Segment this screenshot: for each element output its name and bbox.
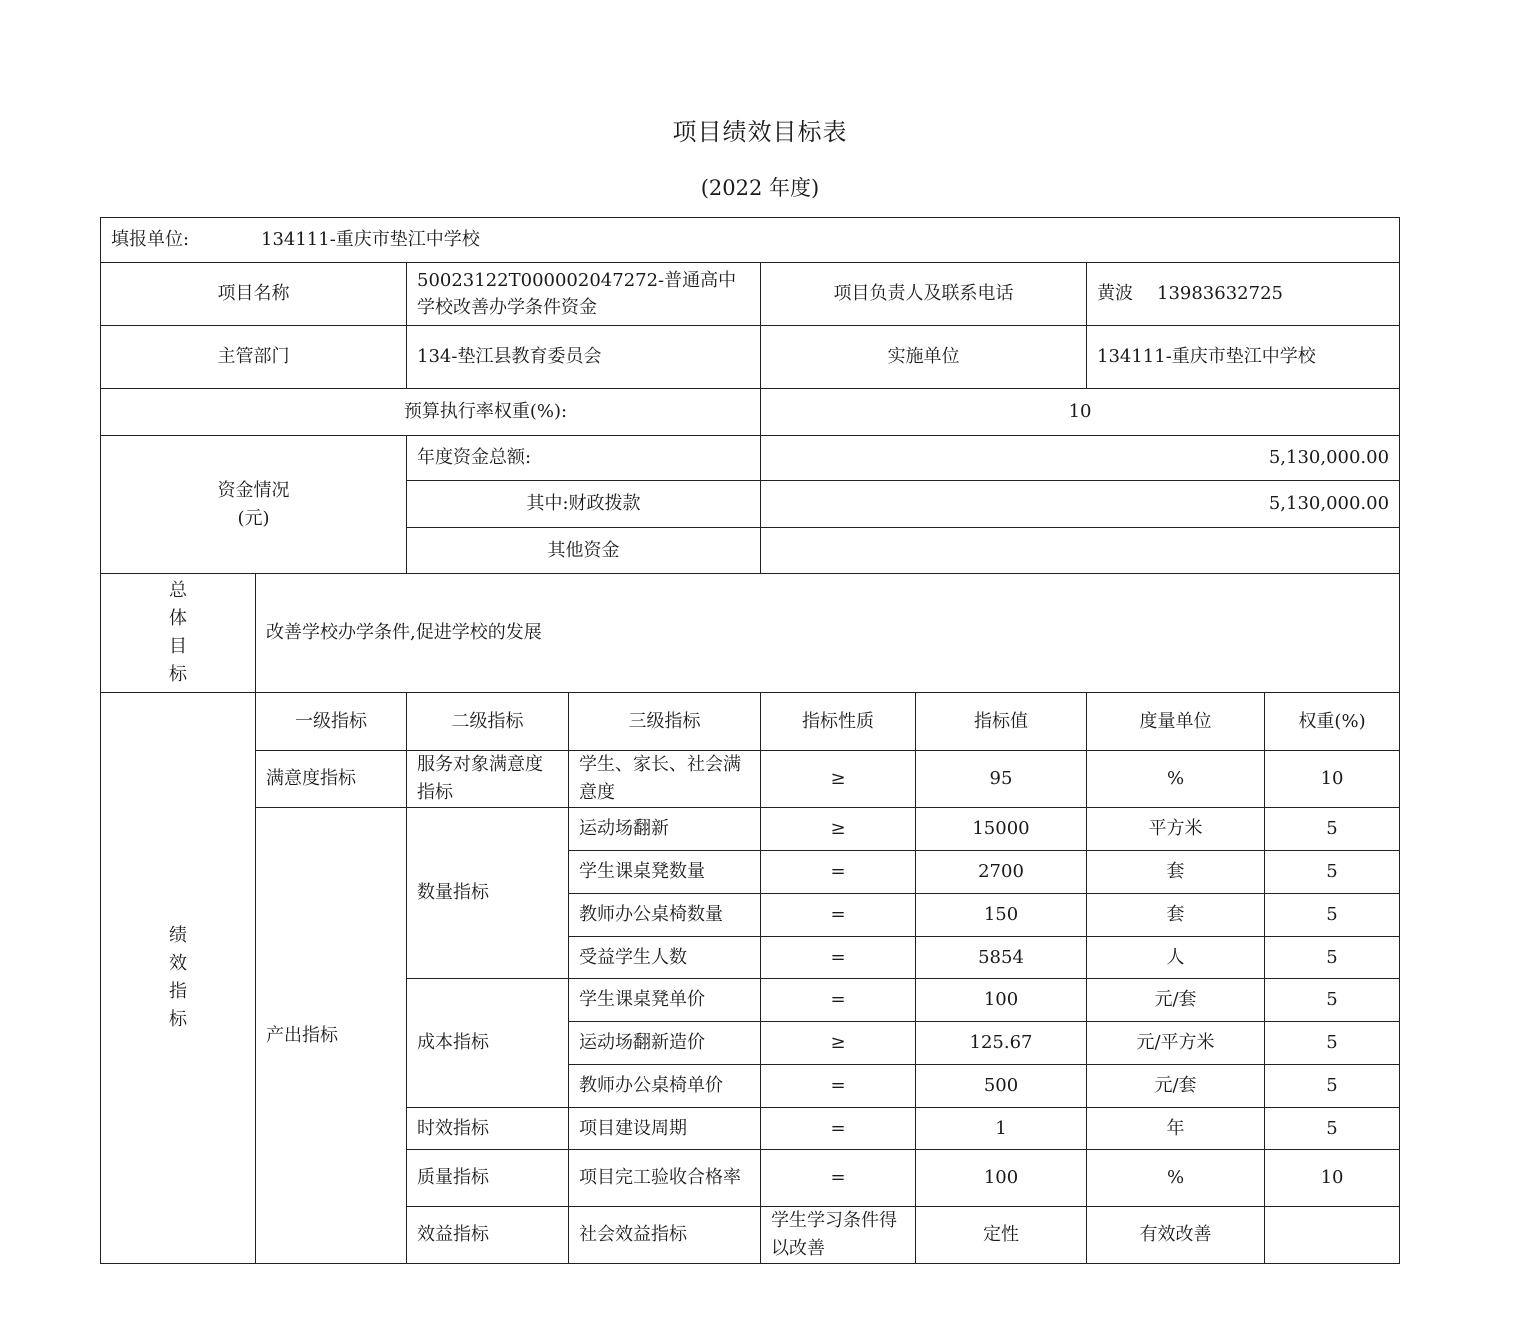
- project-manager-label: 项目负责人及联系电话: [761, 263, 1087, 326]
- project-manager-name: 黄波: [1097, 283, 1133, 304]
- reporting-unit-row: [101, 218, 1400, 263]
- indicator-value: 150: [916, 894, 1087, 937]
- project-manager-cell: [1087, 263, 1400, 326]
- indicator-unit: 人: [1087, 937, 1265, 979]
- performance-target-table: [100, 217, 1400, 1264]
- indicators-label-char: 绩: [169, 925, 187, 946]
- department-row: [101, 326, 1400, 389]
- table-row: [101, 751, 1400, 808]
- indicator-nature: ≥: [761, 808, 916, 851]
- funds-fiscal-value: 5,130,000.00: [761, 481, 1400, 528]
- funds-other-label: 其他资金: [407, 528, 761, 574]
- funds-total-value: 5,130,000.00: [761, 436, 1400, 481]
- budget-weight-label: 预算执行率权重(%):: [101, 389, 761, 436]
- indicator-unit: 平方米: [1087, 808, 1265, 851]
- indicator-name: 项目建设周期: [569, 1108, 761, 1150]
- indicator-value: 1: [916, 1108, 1087, 1150]
- project-name-label: 项目名称: [101, 263, 407, 326]
- indicator-value: 125.67: [916, 1022, 1087, 1065]
- indicator-unit: 元/套: [1087, 979, 1265, 1022]
- page-subtitle: (2022 年度): [700, 176, 820, 200]
- indicator-nature: =: [761, 894, 916, 937]
- department-value: 134-垫江县教育委员会: [407, 326, 761, 389]
- indicator-nature: ≥: [761, 751, 916, 808]
- indicator-name: 学生、家长、社会满意度: [569, 751, 761, 808]
- department-label: 主管部门: [101, 326, 407, 389]
- overall-goal-char: 总: [169, 580, 187, 601]
- header-weight: 权重(%): [1265, 693, 1400, 751]
- indicator-nature: =: [761, 1150, 916, 1207]
- indicator-unit: 年: [1087, 1108, 1265, 1150]
- indicators-label-char: 指: [169, 981, 187, 1002]
- project-name-value: 50023122T000002047272-普通高中学校改善办学条件资金: [407, 263, 761, 326]
- funds-fiscal-label: 其中:财政拨款: [407, 481, 761, 528]
- indicator-header-row: [101, 693, 1400, 751]
- indicator-name: 项目完工验收合格率: [569, 1150, 761, 1207]
- indicator-nature: =: [761, 851, 916, 894]
- overall-goal-label: [101, 574, 256, 693]
- funds-label: [101, 436, 407, 574]
- indicator-value: 15000: [916, 808, 1087, 851]
- indicator-nature: ≥: [761, 1022, 916, 1065]
- project-manager-phone: 13983632725: [1157, 283, 1283, 304]
- implementing-unit-label: 实施单位: [761, 326, 1087, 389]
- group-quality: 质量指标: [407, 1150, 569, 1207]
- indicator-unit: 套: [1087, 851, 1265, 894]
- project-name-row: [101, 263, 1400, 326]
- table-row: [101, 808, 1400, 851]
- overall-goal-char: 目: [169, 636, 187, 657]
- budget-weight-value: 10: [761, 389, 1400, 436]
- indicator-unit: %: [1087, 1150, 1265, 1207]
- reporting-unit-label: 填报单位:: [111, 229, 190, 250]
- indicator-nature: 定性: [916, 1207, 1087, 1264]
- overall-goal-row: [101, 574, 1400, 693]
- indicator-name: 教师办公桌椅数量: [569, 894, 761, 937]
- header-value: 指标值: [916, 693, 1087, 751]
- indicator-unit: 元/平方米: [1087, 1022, 1265, 1065]
- indicator-nature: =: [761, 979, 916, 1022]
- indicator-value: 100: [916, 1150, 1087, 1207]
- group-service: 服务对象满意度指标: [407, 751, 569, 808]
- funds-total-label: 年度资金总额:: [407, 436, 761, 481]
- indicator-unit: [1265, 1207, 1400, 1264]
- indicator-value: 2700: [916, 851, 1087, 894]
- implementing-unit-value: 134111-重庆市垫江中学校: [1087, 326, 1400, 389]
- indicators-label-char: 效: [169, 953, 187, 974]
- indicator-value: 100: [916, 979, 1087, 1022]
- indicator-name: 受益学生人数: [569, 937, 761, 979]
- header-level2: 二级指标: [407, 693, 569, 751]
- indicator-weight: 5: [1265, 937, 1400, 979]
- indicator-weight: 10: [1265, 751, 1400, 808]
- reporting-unit-value: 134111-重庆市垫江中学校: [261, 229, 480, 250]
- funds-label-line1: 资金情况: [217, 479, 290, 501]
- header-level3: 三级指标: [569, 693, 761, 751]
- indicator-weight: 10: [1265, 1150, 1400, 1207]
- overall-goal-char: 标: [169, 664, 187, 685]
- indicator-name: 运动场翻新造价: [569, 1022, 761, 1065]
- group-cost: 成本指标: [407, 979, 569, 1108]
- group-quantity: 数量指标: [407, 808, 569, 979]
- group-output: 产出指标: [256, 808, 407, 1264]
- funds-total-row: [101, 436, 1400, 481]
- header-nature: 指标性质: [761, 693, 916, 751]
- indicator-name: 学生课桌凳单价: [569, 979, 761, 1022]
- indicator-weight: 5: [1265, 1108, 1400, 1150]
- group-satisfaction: 满意度指标: [256, 751, 407, 808]
- indicator-name: 运动场翻新: [569, 808, 761, 851]
- indicator-weight: 5: [1265, 851, 1400, 894]
- page-title: 项目绩效目标表: [672, 118, 848, 146]
- reporting-unit-cell: [101, 218, 1400, 263]
- indicator-unit: 套: [1087, 894, 1265, 937]
- indicator-name: 学生学习条件得以改善: [761, 1207, 916, 1264]
- group-time: 时效指标: [407, 1108, 569, 1150]
- budget-weight-row: [101, 389, 1400, 436]
- indicator-name: 教师办公桌椅单价: [569, 1065, 761, 1108]
- indicator-nature: =: [761, 1065, 916, 1108]
- overall-goal-char: 体: [169, 608, 187, 629]
- indicator-weight: 5: [1265, 894, 1400, 937]
- group-social: 社会效益指标: [569, 1207, 761, 1264]
- indicator-weight: 5: [1265, 979, 1400, 1022]
- header-unit: 度量单位: [1087, 693, 1265, 751]
- indicator-unit: 元/套: [1087, 1065, 1265, 1108]
- indicators-label: [101, 693, 256, 1264]
- indicator-weight: 5: [1265, 1065, 1400, 1108]
- indicator-value: 95: [916, 751, 1087, 808]
- indicator-weight: 5: [1265, 1022, 1400, 1065]
- funds-other-value: [761, 528, 1400, 574]
- indicator-unit: %: [1087, 751, 1265, 808]
- indicator-nature: =: [761, 1108, 916, 1150]
- indicator-value: 5854: [916, 937, 1087, 979]
- indicator-nature: =: [761, 937, 916, 979]
- header-level1: 一级指标: [256, 693, 407, 751]
- funds-label-line2: (元): [237, 507, 270, 529]
- indicator-name: 学生课桌凳数量: [569, 851, 761, 894]
- overall-goal-text: 改善学校办学条件,促进学校的发展: [256, 574, 1400, 693]
- indicator-value: 500: [916, 1065, 1087, 1108]
- indicator-weight: 5: [1265, 808, 1400, 851]
- indicators-label-char: 标: [169, 1009, 187, 1030]
- group-benefit: 效益指标: [407, 1207, 569, 1264]
- indicator-value: 有效改善: [1087, 1207, 1265, 1264]
